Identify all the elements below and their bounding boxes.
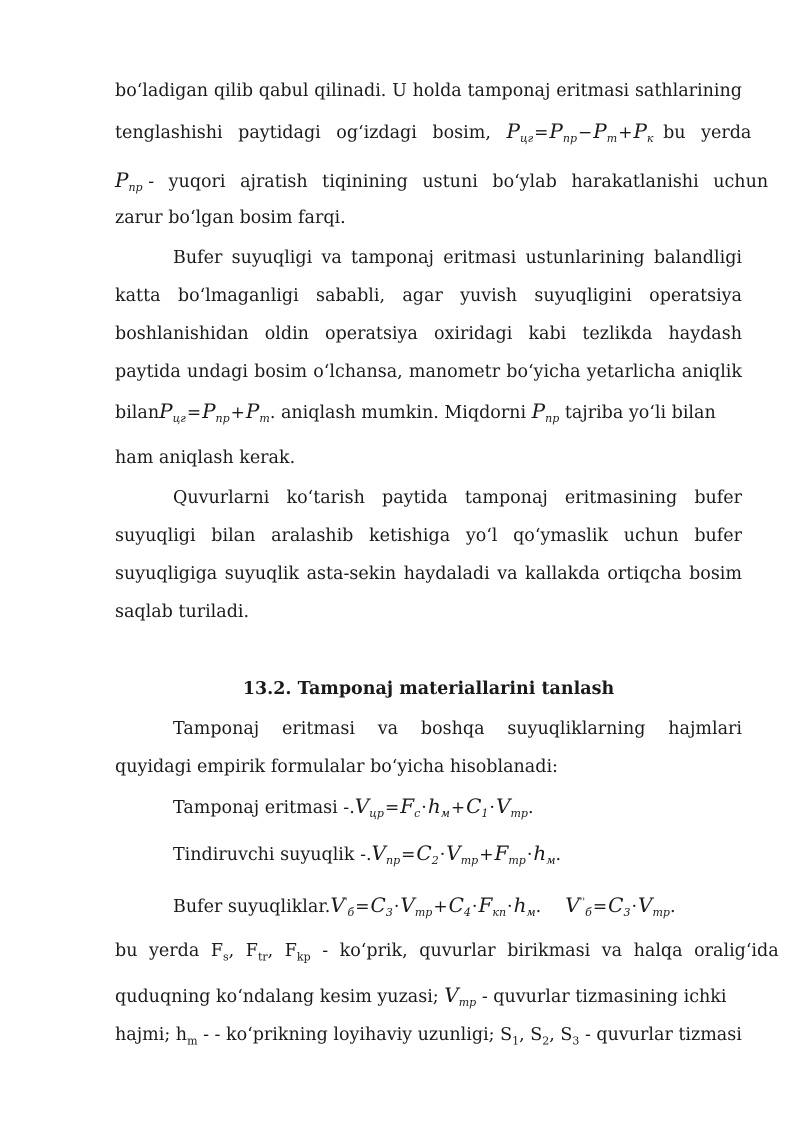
formula-buffer-volume-1: $V'_б=C_3\cdot V_{тр}+C_4\cdot F_{кп}\cdot h_м$. (330, 892, 542, 919)
paragraph-line: Tamponaj eritmasi va boshqa suyuqliklarning hajmlari (173, 719, 742, 739)
formula-buffer-volume-2: $V''_б=C_3\cdot V_{тр}$. (565, 892, 676, 919)
paragraph-line: quduqning koʻndalang kesim yuzasi; $V_{тр}$ - quvurlar tizmasining ichki (115, 983, 727, 1009)
paragraph-line: hajmi; $h_m$ - - koʻprikning loyihaviy uzunligi; $S_1$, $S_2$, $S_3$ - quvurlar tizmasi (115, 1025, 742, 1048)
paragraph-line: Bufer suyuqligi va tamponaj eritmasi ustunlarining balandligi (173, 248, 742, 268)
paragraph-line: saqlab turiladi. (115, 602, 250, 622)
paragraph-line (115, 206, 742, 230)
paragraph-line: boshlanishidan oldin operatsiya oxiridagi kabi tezlikda haydash (115, 324, 742, 344)
paragraph-line: Quvurlarni koʻtarish paytida tamponaj eritmasining bufer (173, 488, 742, 508)
paragraph-line (115, 168, 769, 200)
formula-p-pr: $P_{пр}$ (115, 168, 143, 194)
text-span: bu yerda (663, 123, 752, 143)
paragraph-line: quyidagi empirik formulalar boʻyicha hisoblanadi: (115, 757, 558, 777)
formula-pressure-mouth: $P_{цг}=P_{пр}-P_т+P_к$ (506, 119, 654, 145)
paragraph-line (115, 79, 742, 103)
paragraph-line: suyuqligi bilan aralashib ketishiga yoʻl qoʻymaslik uchun bufer (115, 526, 742, 546)
text-span: boʻladigan qilib qabul qilinadi. U holda tamponaj eritmasi sathlarining (115, 81, 742, 101)
paragraph-line: paytida undagi bosim oʻlchansa, manometr boʻyicha yetarlicha aniqlik (115, 362, 742, 382)
formula-v-tr: $V_{тр}$ (444, 983, 477, 1009)
text-span: tenglashishi paytidagi ogʻizdagi bosim, (115, 123, 491, 143)
formula-cement-volume: $V_{цр}=F_с\cdot h_м+C_1\cdot V_{тр}$. (354, 794, 534, 820)
formula-p-pr-2: $P_{пр}$ (531, 399, 560, 425)
paragraph-line: suyuqligiga suyuqlik asta-sekin haydaladi va kallakda ortiqcha bosim (115, 564, 742, 584)
paragraph-line: bu yerda $F_s$, $F_{tr}$, $F_{kp}$ - koʻprik, quvurlar birikmasi va halqa oraligʻida (115, 941, 779, 964)
text-span: - yuqori ajratish tiqinining ustuni boʻylab harakatlanishi uchun (148, 172, 769, 192)
formula-line-buffer: Bufer $suyuqliklar.V'_б=C_3\cdot V_{тр}+C_4\cdot F_{кп}\cdot h_м$. $V''_б=C_3\cdot V_{тр}$. (173, 892, 676, 919)
formula-line-displacement: Tindiruvchi suyuqlik $-.V_{пр}=C_2\cdot V_{тр}+F_{тр}\cdot h_м$. (173, 841, 562, 867)
paragraph-line: ham aniqlash kerak. (115, 448, 296, 468)
paragraph-line: katta boʻlmaganligi sababli, agar yuvish suyuqligini operatsiya (115, 286, 742, 306)
section-heading: 13.2. Tamponaj materiallarini tanlash (242, 679, 615, 699)
formula-line-cement: Tamponaj eritmasi $-.V_{цр}=F_с\cdot h_м+C_1\cdot V_{тр}$. (173, 794, 534, 820)
paragraph-line (115, 119, 752, 151)
formula-pressure-measured: $P_{цг}=P_{пр}+P_т$ (159, 399, 270, 425)
paragraph-line: $bilanP_{цг}=P_{пр}+P_т$. aniqlash mumkin. Miqdorni $P_{пр}$ tajriba yoʻli bilan (115, 399, 716, 425)
formula-displacement-volume: $V_{пр}=C_2\cdot V_{тр}+F_{тр}\cdot h_м$. (371, 841, 562, 867)
text-span: zarur boʻlgan bosim farqi. (115, 208, 346, 228)
